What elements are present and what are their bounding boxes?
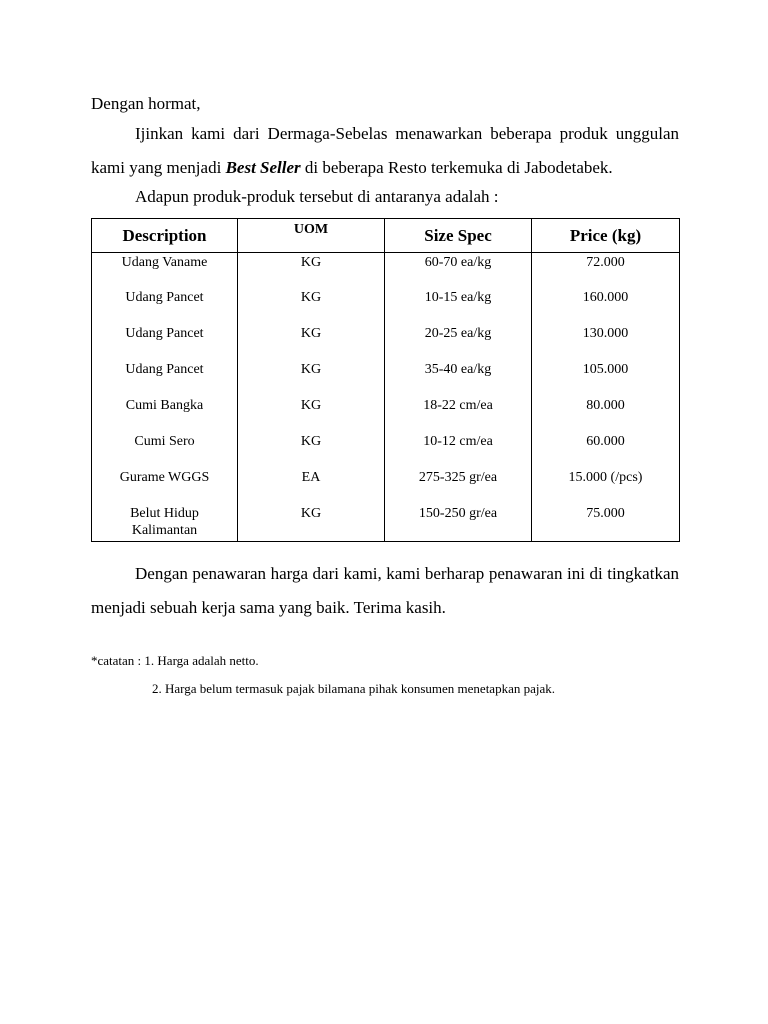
- table-row: [92, 433, 680, 469]
- table-row: [92, 325, 680, 361]
- cell-price: 72.000: [532, 253, 680, 290]
- cell-price: 75.000: [532, 505, 680, 542]
- table-row: [92, 505, 680, 542]
- cell-price: 160.000: [532, 289, 680, 325]
- cell-uom: KG: [238, 289, 385, 325]
- product-price-table: [91, 218, 680, 542]
- cell-description: Udang Vaname: [92, 253, 238, 290]
- header-size-spec: Size Spec: [385, 219, 532, 253]
- cell-price: 60.000: [532, 433, 680, 469]
- table-row: [92, 397, 680, 433]
- cell-size-spec: 18-22 cm/ea: [385, 397, 532, 433]
- cell-size-spec: 20-25 ea/kg: [385, 325, 532, 361]
- cell-size-spec: 10-12 cm/ea: [385, 433, 532, 469]
- header-uom: UOM: [238, 219, 385, 253]
- intro-paragraph: [91, 117, 679, 185]
- header-price: Price (kg): [532, 219, 680, 253]
- cell-uom: KG: [238, 253, 385, 290]
- cell-uom: EA: [238, 469, 385, 505]
- cell-uom: KG: [238, 433, 385, 469]
- cell-description: Udang Pancet: [92, 325, 238, 361]
- closing-paragraph: Dengan penawaran harga dari kami, kami berharap penawaran ini di tingkatkan menjadi sebuah kerja sama yang baik. Terima kasih.: [91, 564, 679, 617]
- note-line-2: 2. Harga belum termasuk pajak bilamana pihak konsumen menetapkan pajak.: [152, 681, 555, 696]
- intro-text-after: di beberapa Resto terkemuka di Jabodetabek.: [300, 158, 613, 177]
- best-seller-emphasis: Best Seller: [225, 158, 301, 177]
- cell-description: Udang Pancet: [92, 361, 238, 397]
- cell-uom: KG: [238, 325, 385, 361]
- cell-description: Udang Pancet: [92, 289, 238, 325]
- table-row: [92, 361, 680, 397]
- cell-description: Belut Hidup Kalimantan: [92, 505, 238, 542]
- table-row: [92, 469, 680, 505]
- note-line-1: *catatan : 1. Harga adalah netto.: [91, 653, 259, 668]
- cell-description: Cumi Bangka: [92, 397, 238, 433]
- cell-price: 105.000: [532, 361, 680, 397]
- cell-price: 15.000 (/pcs): [532, 469, 680, 505]
- greeting: Dengan hormat,: [91, 94, 201, 113]
- cell-size-spec: 60-70 ea/kg: [385, 253, 532, 290]
- list-intro: Adapun produk-produk tersebut di antaranya adalah :: [135, 187, 499, 206]
- cell-uom: KG: [238, 505, 385, 542]
- cell-description: Cumi Sero: [92, 433, 238, 469]
- cell-size-spec: 10-15 ea/kg: [385, 289, 532, 325]
- intro-text-before: Ijinkan kami dari Dermaga-Sebelas menawarkan beberapa produk unggulan kami yang menjadi: [91, 124, 679, 177]
- table-row: [92, 253, 680, 290]
- cell-description: Gurame WGGS: [92, 469, 238, 505]
- header-description: Description: [92, 219, 238, 253]
- cell-price: 130.000: [532, 325, 680, 361]
- cell-size-spec: 35-40 ea/kg: [385, 361, 532, 397]
- table-row: [92, 289, 680, 325]
- table-header-row: [92, 219, 680, 253]
- cell-uom: KG: [238, 397, 385, 433]
- cell-price: 80.000: [532, 397, 680, 433]
- cell-uom: KG: [238, 361, 385, 397]
- cell-size-spec: 150-250 gr/ea: [385, 505, 532, 542]
- cell-size-spec: 275-325 gr/ea: [385, 469, 532, 505]
